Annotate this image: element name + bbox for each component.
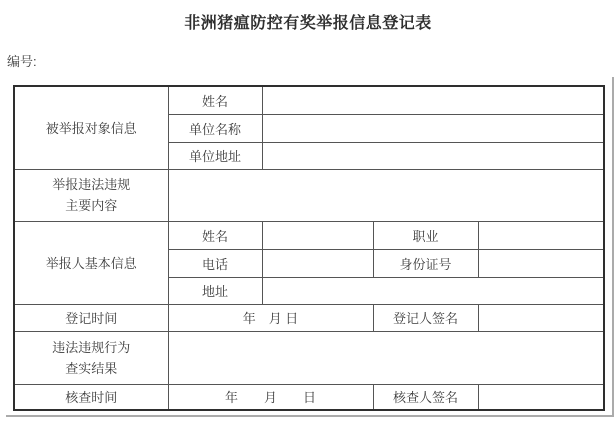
field-label-verification-time: 核查时间 — [14, 384, 168, 410]
field-value-phone — [262, 249, 373, 277]
section-label-reporter-info: 举报人基本信息 — [14, 221, 168, 304]
field-value-verify-result — [168, 331, 604, 384]
report-content-label-line1: 举报违法违规 — [52, 177, 131, 192]
field-value-reporter-address — [262, 277, 604, 304]
verify-result-label-line2: 查实结果 — [65, 360, 118, 376]
field-value-id-number — [478, 249, 604, 277]
section-label-report-content — [14, 169, 168, 221]
table-row — [14, 331, 604, 384]
field-value-occupation — [478, 221, 604, 249]
field-value-subject-name — [262, 86, 604, 114]
field-value-verifier-signature — [478, 384, 604, 410]
page-edge-line-right — [612, 77, 614, 417]
registration-form-table — [13, 85, 605, 411]
page-title: 非洲猪瘟防控有奖举报信息登记表 — [184, 15, 432, 32]
field-label-reporter-address: 地址 — [168, 277, 262, 304]
field-value-unit-name — [262, 114, 604, 142]
verify-result-label-line1: 违法违规行为 — [52, 339, 131, 355]
section-label-verify-result — [14, 331, 168, 384]
field-value-report-content — [168, 169, 604, 221]
field-label-subject-name: 姓名 — [168, 86, 262, 114]
section-label-reported-subject: 被举报对象信息 — [14, 86, 168, 169]
registration-date-placeholder: 年 月 日 — [168, 304, 373, 331]
field-label-verifier-signature: 核查人签名 — [373, 384, 478, 410]
field-label-phone: 电话 — [168, 249, 262, 277]
table-row — [14, 384, 604, 410]
table-row — [14, 221, 604, 249]
table-row — [14, 86, 604, 114]
report-content-label-line2: 主要内容 — [65, 198, 118, 213]
field-value-reporter-name — [262, 221, 373, 249]
table-row — [14, 169, 604, 221]
field-label-registrar-signature: 登记人签名 — [373, 304, 478, 331]
serial-number-label: 编号: — [7, 54, 37, 69]
table-row — [14, 304, 604, 331]
field-value-registrar-signature — [478, 304, 604, 331]
field-value-unit-address — [262, 142, 604, 169]
page-edge-line-bottom — [6, 415, 614, 417]
field-label-occupation: 职业 — [373, 221, 478, 249]
field-label-registration-time: 登记时间 — [14, 304, 168, 331]
field-label-unit-address: 单位地址 — [168, 142, 262, 169]
field-label-id-number: 身份证号 — [373, 249, 478, 277]
field-label-unit-name: 单位名称 — [168, 114, 262, 142]
verification-date-placeholder: 年 月 日 — [168, 384, 373, 410]
field-label-reporter-name: 姓名 — [168, 221, 262, 249]
